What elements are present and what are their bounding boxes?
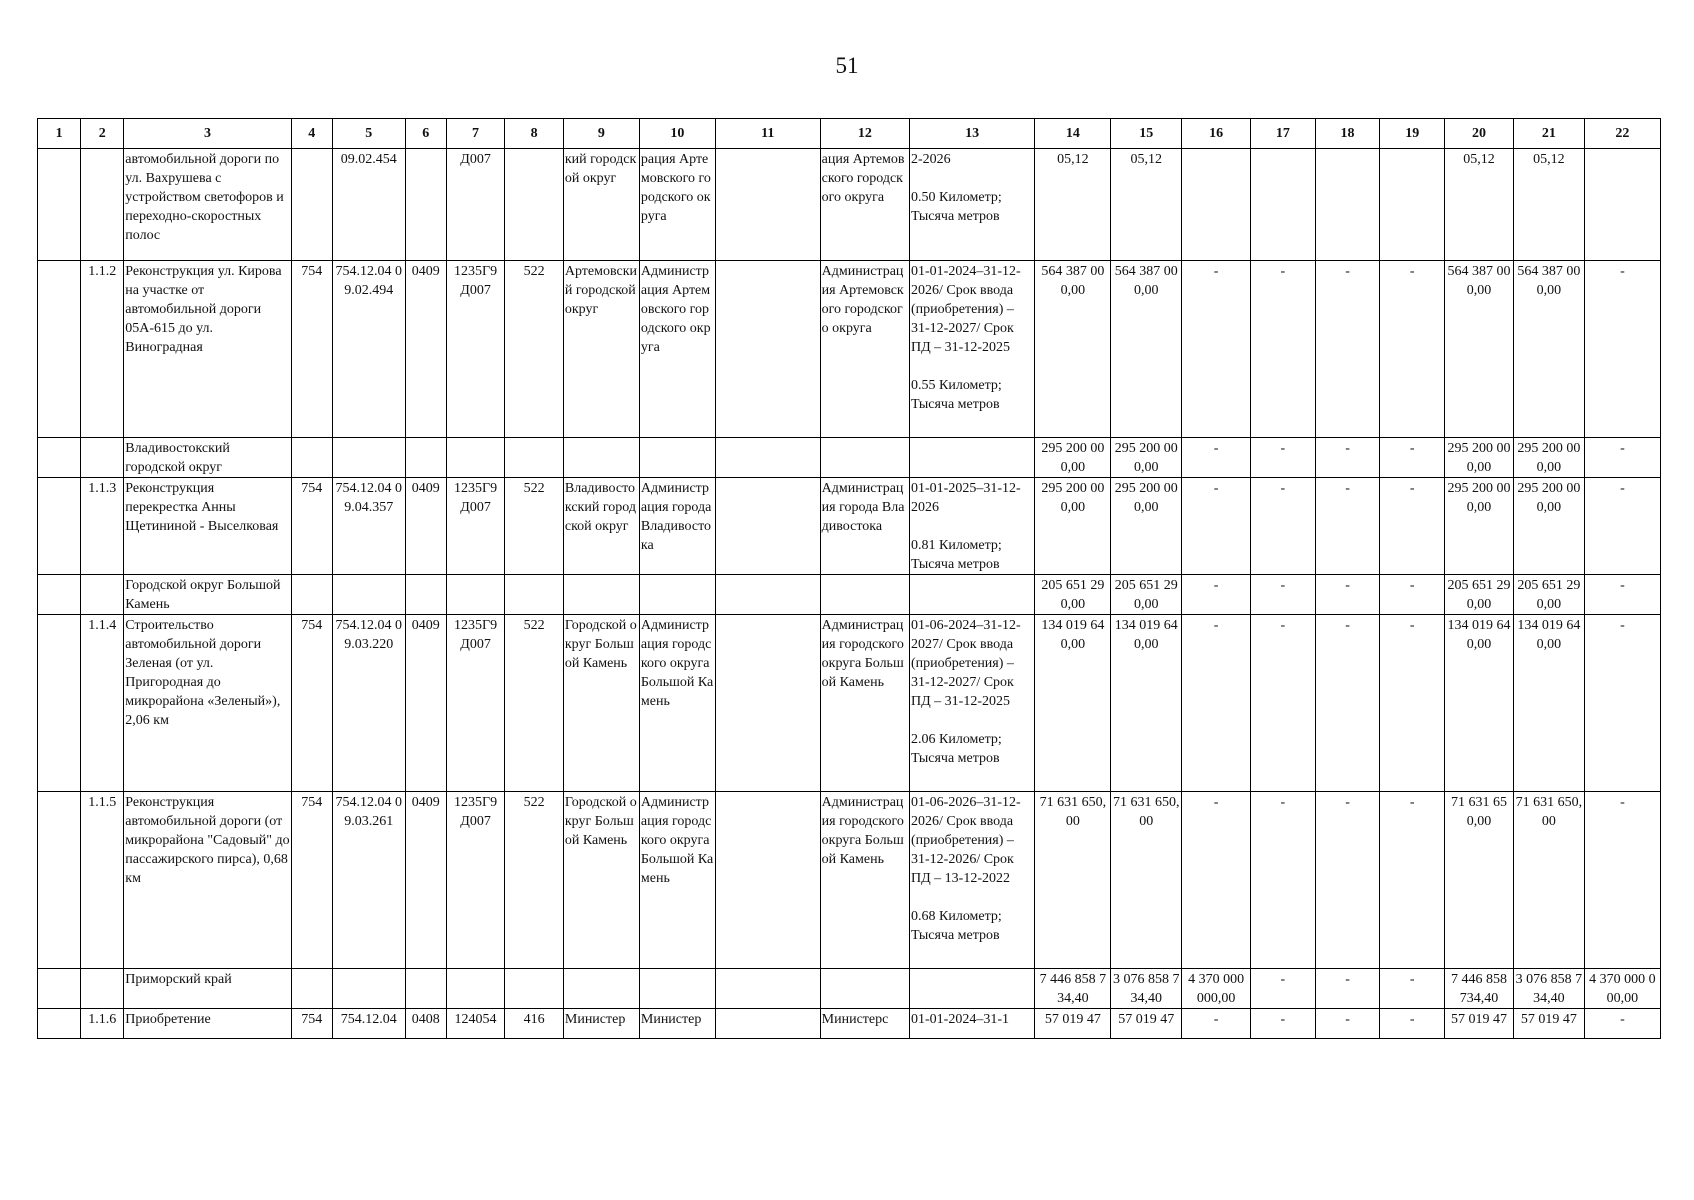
header-cell-4: 4 [291,119,332,149]
cell-col-14: 7 446 858 734,40 [1035,969,1111,1009]
cell-col-3: Приобретение [124,1009,291,1039]
cell-col-18: - [1315,478,1380,575]
cell-col-7: 1235Г9 Д007 [446,615,505,792]
cell-col-17: - [1251,438,1316,478]
cell-col-21: 3 076 858 734,40 [1513,969,1584,1009]
cell-col-17 [1251,149,1316,261]
cell-col-16: - [1182,261,1251,438]
header-cell-7: 7 [446,119,505,149]
cell-col-16 [1182,149,1251,261]
cell-col-19: - [1380,478,1445,575]
cell-col-2: 1.1.3 [81,478,124,575]
cell-col-11 [715,615,820,792]
header-cell-8: 8 [505,119,564,149]
header-cell-6: 6 [405,119,446,149]
header-cell-20: 20 [1445,119,1514,149]
cell-col-12: Администрация города Владивостока [820,478,909,575]
cell-col-20: 71 631 650,00 [1445,792,1514,969]
cell-col-3: Реконструкция автомобильной дороги (от микрорайона "Садовый" до пассажирского пирса), 0,68 км [124,792,291,969]
cell-col-7 [446,438,505,478]
cell-col-9: Городской округ Большой Камень [563,792,639,969]
table-row [38,261,1661,438]
cell-col-11 [715,969,820,1009]
cell-col-17: - [1251,969,1316,1009]
cell-col-4: 754 [291,1009,332,1039]
header-cell-22: 22 [1584,119,1660,149]
cell-col-8: 522 [505,261,564,438]
cell-col-16: - [1182,438,1251,478]
cell-col-13: 01-01-2024–31-12-2026/ Срок ввода (приобретения) – 31-12-2027/ Срок ПД – 31-12-2025 0.55 Километр; Тысяча метров [910,261,1035,438]
cell-col-2: 1.1.6 [81,1009,124,1039]
cell-col-5: 754.12.04 09.03.220 [332,615,405,792]
cell-col-9: Министер [563,1009,639,1039]
cell-col-12: Министерс [820,1009,909,1039]
cell-col-4 [291,438,332,478]
cell-col-14: 71 631 650,00 [1035,792,1111,969]
header-cell-16: 16 [1182,119,1251,149]
cell-col-14: 57 019 47 [1035,1009,1111,1039]
header-cell-10: 10 [639,119,715,149]
cell-col-6 [405,438,446,478]
cell-col-5: 754.12.04 09.04.357 [332,478,405,575]
cell-col-7: 1235Г9 Д007 [446,261,505,438]
cell-col-8: 522 [505,478,564,575]
cell-col-22 [1584,149,1660,261]
cell-col-20: 295 200 000,00 [1445,478,1514,575]
cell-col-8: 416 [505,1009,564,1039]
cell-col-2: 1.1.5 [81,792,124,969]
cell-col-2: 1.1.4 [81,615,124,792]
cell-col-21: 57 019 47 [1513,1009,1584,1039]
cell-col-22: - [1584,478,1660,575]
cell-col-12 [820,575,909,615]
header-cell-19: 19 [1380,119,1445,149]
cell-col-9: Артемовский городской округ [563,261,639,438]
cell-col-16: - [1182,478,1251,575]
cell-col-13: 2-2026 0.50 Километр; Тысяча метров [910,149,1035,261]
cell-col-18: - [1315,575,1380,615]
cell-col-10: Администрация городского округа Большой Камень [639,615,715,792]
cell-col-14: 295 200 000,00 [1035,478,1111,575]
table-row [38,1009,1661,1039]
cell-col-6: 0409 [405,261,446,438]
cell-col-3: Владивостокский городской округ [124,438,291,478]
cell-col-7: 1235Г9 Д007 [446,478,505,575]
cell-col-18 [1315,149,1380,261]
cell-col-4 [291,149,332,261]
header-cell-18: 18 [1315,119,1380,149]
cell-col-19: - [1380,615,1445,792]
header-cell-21: 21 [1513,119,1584,149]
cell-col-1 [38,575,81,615]
cell-col-11 [715,575,820,615]
cell-col-9 [563,969,639,1009]
cell-col-3: Реконструкция ул. Кирова на участке от автомобильной дороги 05А-615 до ул. Виноградная [124,261,291,438]
cell-col-17: - [1251,792,1316,969]
cell-col-5: 754.12.04 09.02.494 [332,261,405,438]
cell-col-10: Администрация Артемовского городского округа [639,261,715,438]
cell-col-6 [405,149,446,261]
cell-col-16: - [1182,615,1251,792]
cell-col-22: - [1584,261,1660,438]
cell-col-22: - [1584,792,1660,969]
cell-col-5 [332,575,405,615]
header-cell-14: 14 [1035,119,1111,149]
header-cell-15: 15 [1111,119,1182,149]
cell-col-5: 09.02.454 [332,149,405,261]
cell-col-6 [405,969,446,1009]
cell-col-20: 57 019 47 [1445,1009,1514,1039]
cell-col-19: - [1380,575,1445,615]
header-cell-11: 11 [715,119,820,149]
cell-col-18: - [1315,615,1380,792]
page-number: 51 [835,53,859,78]
cell-col-14: 564 387 000,00 [1035,261,1111,438]
cell-col-19: - [1380,1009,1445,1039]
header-cell-3: 3 [124,119,291,149]
cell-col-16: 4 370 000 000,00 [1182,969,1251,1009]
cell-col-5: 754.12.04 09.03.261 [332,792,405,969]
cell-col-9 [563,438,639,478]
cell-col-14: 205 651 290,00 [1035,575,1111,615]
cell-col-16: - [1182,1009,1251,1039]
cell-col-20: 205 651 290,00 [1445,575,1514,615]
cell-col-13 [910,575,1035,615]
cell-col-7: 124054 [446,1009,505,1039]
cell-col-15: 05,12 [1111,149,1182,261]
cell-col-13: 01-01-2025–31-12-2026 0.81 Километр; Тысяча метров [910,478,1035,575]
cell-col-21: 295 200 000,00 [1513,478,1584,575]
cell-col-1 [38,792,81,969]
cell-col-10 [639,575,715,615]
group-row [38,969,1661,1009]
cell-col-10: Министер [639,1009,715,1039]
cell-col-13 [910,438,1035,478]
cell-col-4 [291,575,332,615]
cell-col-6: 0409 [405,792,446,969]
cell-col-15: 3 076 858 734,40 [1111,969,1182,1009]
cell-col-20: 295 200 000,00 [1445,438,1514,478]
cell-col-12: Администрация городского округа Большой Камень [820,792,909,969]
table-row [38,792,1661,969]
header-cell-1: 1 [38,119,81,149]
cell-col-1 [38,478,81,575]
table-row [38,615,1661,792]
cell-col-4: 754 [291,478,332,575]
cell-col-17: - [1251,478,1316,575]
cell-col-3: Городской округ Большой Камень [124,575,291,615]
cell-col-16: - [1182,575,1251,615]
cell-col-19: - [1380,792,1445,969]
cell-col-14: 05,12 [1035,149,1111,261]
cell-col-9 [563,575,639,615]
cell-col-10 [639,438,715,478]
cell-col-14: 295 200 000,00 [1035,438,1111,478]
cell-col-6: 0409 [405,615,446,792]
cell-col-19: - [1380,438,1445,478]
cell-col-1 [38,438,81,478]
cell-col-12: Администрация Артемовского городского округа [820,261,909,438]
cell-col-4: 754 [291,792,332,969]
cell-col-15: 134 019 640,00 [1111,615,1182,792]
cell-col-15: 295 200 000,00 [1111,438,1182,478]
cell-col-10: рация Артемовского городского округа [639,149,715,261]
table-header-row [38,119,1661,149]
header-cell-17: 17 [1251,119,1316,149]
cell-col-18: - [1315,438,1380,478]
cell-col-11 [715,261,820,438]
cell-col-1 [38,615,81,792]
cell-col-5: 754.12.04 [332,1009,405,1039]
cell-col-10: Администрация города Владивостока [639,478,715,575]
header-cell-9: 9 [563,119,639,149]
cell-col-3: автомобильной дороги по ул. Вахрушева с устройством светофоров и переходно-скоростных полос [124,149,291,261]
cell-col-12 [820,969,909,1009]
cell-col-18: - [1315,969,1380,1009]
cell-col-18: - [1315,261,1380,438]
cell-col-22: - [1584,615,1660,792]
cell-col-8 [505,438,564,478]
cell-col-18: - [1315,1009,1380,1039]
cell-col-17: - [1251,575,1316,615]
cell-col-17: - [1251,261,1316,438]
cell-col-4: 754 [291,261,332,438]
cell-col-4 [291,969,332,1009]
cell-col-21: 564 387 000,00 [1513,261,1584,438]
cell-col-7 [446,575,505,615]
cell-col-15: 57 019 47 [1111,1009,1182,1039]
cell-col-17: - [1251,615,1316,792]
cell-col-1 [38,149,81,261]
cell-col-2 [81,969,124,1009]
cell-col-11 [715,792,820,969]
table-row [38,149,1661,261]
cell-col-20: 05,12 [1445,149,1514,261]
header-cell-13: 13 [910,119,1035,149]
cell-col-12: ация Артемовского городского округа [820,149,909,261]
cell-col-21: 205 651 290,00 [1513,575,1584,615]
cell-col-21: 295 200 000,00 [1513,438,1584,478]
group-row [38,438,1661,478]
cell-col-3: Реконструкция перекрестка Анны Щетининой - Выселковая [124,478,291,575]
cell-col-3: Строительство автомобильной дороги Зеленая (от ул. Пригородная до микрорайона «Зеленый»), 2,06 км [124,615,291,792]
cell-col-21: 134 019 640,00 [1513,615,1584,792]
cell-col-10: Администрация городского округа Большой Камень [639,792,715,969]
budget-table [37,118,1661,1039]
cell-col-22: - [1584,438,1660,478]
cell-col-2 [81,438,124,478]
cell-col-6 [405,575,446,615]
cell-col-8: 522 [505,615,564,792]
cell-col-14: 134 019 640,00 [1035,615,1111,792]
cell-col-22: - [1584,1009,1660,1039]
cell-col-13 [910,969,1035,1009]
cell-col-8 [505,969,564,1009]
group-row [38,575,1661,615]
cell-col-1 [38,969,81,1009]
cell-col-8 [505,149,564,261]
cell-col-9: Владивостокский городской округ [563,478,639,575]
cell-col-3: Приморский край [124,969,291,1009]
cell-col-21: 05,12 [1513,149,1584,261]
cell-col-13: 01-06-2026–31-12-2026/ Срок ввода (приобретения) – 31-12-2026/ Срок ПД – 13-12-2022 0.68 Километр; Тысяча метров [910,792,1035,969]
cell-col-15: 205 651 290,00 [1111,575,1182,615]
cell-col-21: 71 631 650,00 [1513,792,1584,969]
cell-col-11 [715,149,820,261]
cell-col-2 [81,575,124,615]
cell-col-4: 754 [291,615,332,792]
cell-col-17: - [1251,1009,1316,1039]
cell-col-19: - [1380,969,1445,1009]
table-row [38,478,1661,575]
cell-col-1 [38,1009,81,1039]
cell-col-8 [505,575,564,615]
cell-col-18: - [1315,792,1380,969]
cell-col-5 [332,438,405,478]
cell-col-19 [1380,149,1445,261]
cell-col-10 [639,969,715,1009]
cell-col-7: Д007 [446,149,505,261]
cell-col-2 [81,149,124,261]
cell-col-13: 01-01-2024–31-1 [910,1009,1035,1039]
cell-col-12 [820,438,909,478]
header-cell-5: 5 [332,119,405,149]
cell-col-13: 01-06-2024–31-12-2027/ Срок ввода (приобретения) – 31-12-2027/ Срок ПД – 31-12-2025 2.06 Километр; Тысяча метров [910,615,1035,792]
cell-col-15: 71 631 650,00 [1111,792,1182,969]
cell-col-15: 564 387 000,00 [1111,261,1182,438]
cell-col-7: 1235Г9 Д007 [446,792,505,969]
cell-col-15: 295 200 000,00 [1111,478,1182,575]
cell-col-20: 564 387 000,00 [1445,261,1514,438]
cell-col-11 [715,438,820,478]
cell-col-19: - [1380,261,1445,438]
cell-col-1 [38,261,81,438]
cell-col-9: Городской округ Большой Камень [563,615,639,792]
cell-col-6: 0409 [405,478,446,575]
cell-col-6: 0408 [405,1009,446,1039]
cell-col-5 [332,969,405,1009]
cell-col-7 [446,969,505,1009]
cell-col-8: 522 [505,792,564,969]
cell-col-16: - [1182,792,1251,969]
cell-col-9: кий городской округ [563,149,639,261]
header-cell-12: 12 [820,119,909,149]
cell-col-2: 1.1.2 [81,261,124,438]
cell-col-11 [715,478,820,575]
cell-col-22: - [1584,575,1660,615]
cell-col-12: Администрация городского округа Большой Камень [820,615,909,792]
cell-col-20: 7 446 858 734,40 [1445,969,1514,1009]
cell-col-11 [715,1009,820,1039]
cell-col-22: 4 370 000 000,00 [1584,969,1660,1009]
cell-col-20: 134 019 640,00 [1445,615,1514,792]
header-cell-2: 2 [81,119,124,149]
